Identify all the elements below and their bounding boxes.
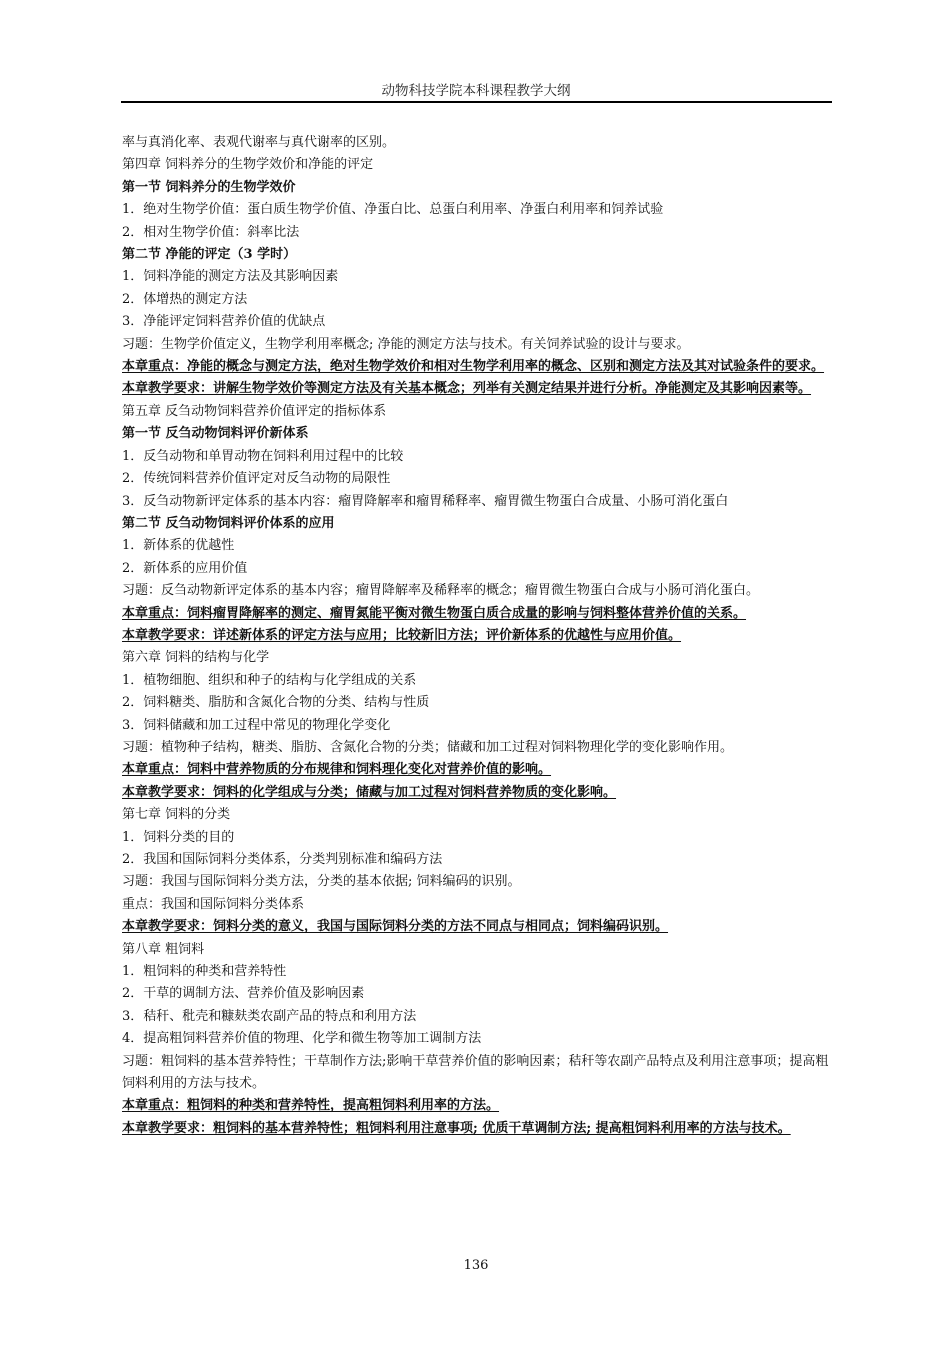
list-item: 2．干草的调制方法、营养价值及影响因素 <box>122 986 365 1002</box>
list-item: 1．饲料净能的测定方法及其影响因素 <box>122 269 339 285</box>
key-paragraph <box>122 378 832 400</box>
page-body <box>122 132 832 1140</box>
list-item: 3．秸秆、秕壳和糠麸类农副产品的特点和利用方法 <box>122 1008 417 1024</box>
key-paragraph <box>122 1095 832 1117</box>
key-label: 本章重点： <box>122 762 188 778</box>
key-text: 详述新体系的评定方法与应用；比较新旧方法；评价新体系的优越性与应用价值。 <box>213 627 682 643</box>
key-paragraph <box>122 759 832 781</box>
list-item: 3．净能评定饲料营养价值的优缺点 <box>122 314 326 330</box>
list-item: 4．提高粗饲料营养价值的物理、化学和微生物等加工调制方法 <box>122 1031 482 1047</box>
chapter-heading: 第五章 反刍动物饲料营养价值评定的指标体系 <box>122 403 387 419</box>
key-paragraph <box>122 603 832 625</box>
section-heading: 第一节 反刍动物饲料评价新体系 <box>122 426 309 442</box>
key-text: 饲料中营养物质的分布规律和饲料理化变化对营养价值的影响。 <box>187 762 552 778</box>
key-paragraph <box>122 916 832 938</box>
key-text: 粗饲料的种类和营养特性，提高粗饲料利用率的方法。 <box>187 1098 500 1114</box>
key-label: 本章重点： <box>122 605 188 621</box>
list-item: 2．新体系的应用价值 <box>122 560 248 576</box>
exercise-line: 习题：粗饲料的基本营养特性；干草制作方法;影响干草营养价值的影响因素；秸秆等农副产品特点及利用注意事项；提高粗饲料利用的方法与技术。 <box>122 1053 829 1092</box>
page-number: 136 <box>463 1258 489 1273</box>
section-heading: 第二节 反刍动物饲料评价体系的应用 <box>122 515 335 531</box>
chapter-heading: 第四章 饲料养分的生物学效价和净能的评定 <box>122 157 374 173</box>
list-item: 2．相对生物学价值：斜率比法 <box>122 224 300 240</box>
list-item: 3．反刍动物新评定体系的基本内容：瘤胃降解率和瘤胃稀释率、瘤胃微生物蛋白合成量、小肠可消化蛋白 <box>122 493 729 509</box>
list-item: 2．饲料糖类、脂肪和含氮化合物的分类、结构与性质 <box>122 695 430 711</box>
list-item: 1．反刍动物和单胃动物在饲料利用过程中的比较 <box>122 448 404 464</box>
exercise-line: 习题：反刍动物新评定体系的基本内容；瘤胃降解率及稀释率的概念；瘤胃微生物蛋白合成与小肠可消化蛋白。 <box>122 583 760 599</box>
section-heading: 第二节 净能的评定（3 学时） <box>122 247 297 263</box>
key-label: 本章重点： <box>122 359 188 375</box>
chapter-heading: 第七章 饲料的分类 <box>122 807 231 823</box>
key-paragraph <box>122 1118 832 1140</box>
list-item: 1．粗饲料的种类和营养特性 <box>122 964 287 980</box>
key-label: 本章教学要求： <box>122 1120 214 1136</box>
exercise-line: 习题：我国与国际饲料分类方法，分类的基本依据; 饲料编码的识别。 <box>122 874 521 890</box>
running-header: 动物科技学院本科课程教学大纲 <box>381 83 571 99</box>
key-text: 饲料分类的意义，我国与国际饲料分类的方法不同点与相同点；饲料编码识别。 <box>213 919 669 935</box>
key-text: 讲解生物学效价等测定方法及有关基本概念；列举有关测定结果并进行分析。净能测定及其影响因素等。 <box>213 381 812 397</box>
key-label: 本章重点： <box>122 1098 188 1114</box>
key-label: 本章教学要求： <box>122 627 214 643</box>
chapter-heading: 第六章 饲料的结构与化学 <box>122 650 270 666</box>
key-paragraph <box>122 356 832 378</box>
list-item: 2．体增热的测定方法 <box>122 291 248 307</box>
list-item: 2．我国和国际饲料分类体系，分类判别标准和编码方法 <box>122 852 443 867</box>
key-text: 饲料瘤胃降解率的测定、瘤胃氮能平衡对微生物蛋白质合成量的影响与饲料整体营养价值的关系。 <box>187 605 747 621</box>
key-paragraph <box>122 625 832 647</box>
list-item: 2．传统饲料营养价值评定对反刍动物的局限性 <box>122 471 391 487</box>
exercise-line: 重点：我国和国际饲料分类体系 <box>122 896 305 912</box>
paragraph: 率与真消化率、表观代谢率与真代谢率的区别。 <box>122 135 396 150</box>
key-label: 本章教学要求： <box>122 381 214 397</box>
list-item: 1．饲料分类的目的 <box>122 829 235 845</box>
exercise-line: 习题：生物学价值定义，生物学利用率概念; 净能的测定方法与技术。有关饲养试验的设计与要求。 <box>122 336 690 352</box>
list-item: 1．植物细胞、组织和种子的结构与化学组成的关系 <box>122 672 417 688</box>
list-item: 1．新体系的优越性 <box>122 538 235 554</box>
list-item: 1．绝对生物学价值：蛋白质生物学价值、净蛋白比、总蛋白利用率、净蛋白利用率和饲养试验 <box>122 202 664 218</box>
key-paragraph <box>122 782 832 804</box>
key-label: 本章教学要求： <box>122 919 214 935</box>
key-text: 粗饲料的基本营养特性；粗饲料利用注意事项; 优质干草调制方法; 提高粗饲料利用率的方法与技术。 <box>213 1120 791 1136</box>
list-item: 3．饲料储藏和加工过程中常见的物理化学变化 <box>122 717 391 733</box>
chapter-heading: 第八章 粗饲料 <box>122 941 205 957</box>
key-label: 本章教学要求： <box>122 784 214 800</box>
exercise-line: 习题：植物种子结构，糖类、脂肪、含氮化合物的分类；储藏和加工过程对饲料物理化学的变化影响作用。 <box>122 739 734 755</box>
key-text: 净能的概念与测定方法，绝对生物学效价和相对生物学利用率的概念、区别和测定方法及其对试验条件的要求。 <box>187 359 825 375</box>
header-rule <box>121 101 832 103</box>
key-text: 饲料的化学组成与分类；储藏与加工过程对饲料营养物质的变化影响。 <box>213 784 617 800</box>
section-heading: 第一节 饲料养分的生物学效价 <box>122 179 296 195</box>
